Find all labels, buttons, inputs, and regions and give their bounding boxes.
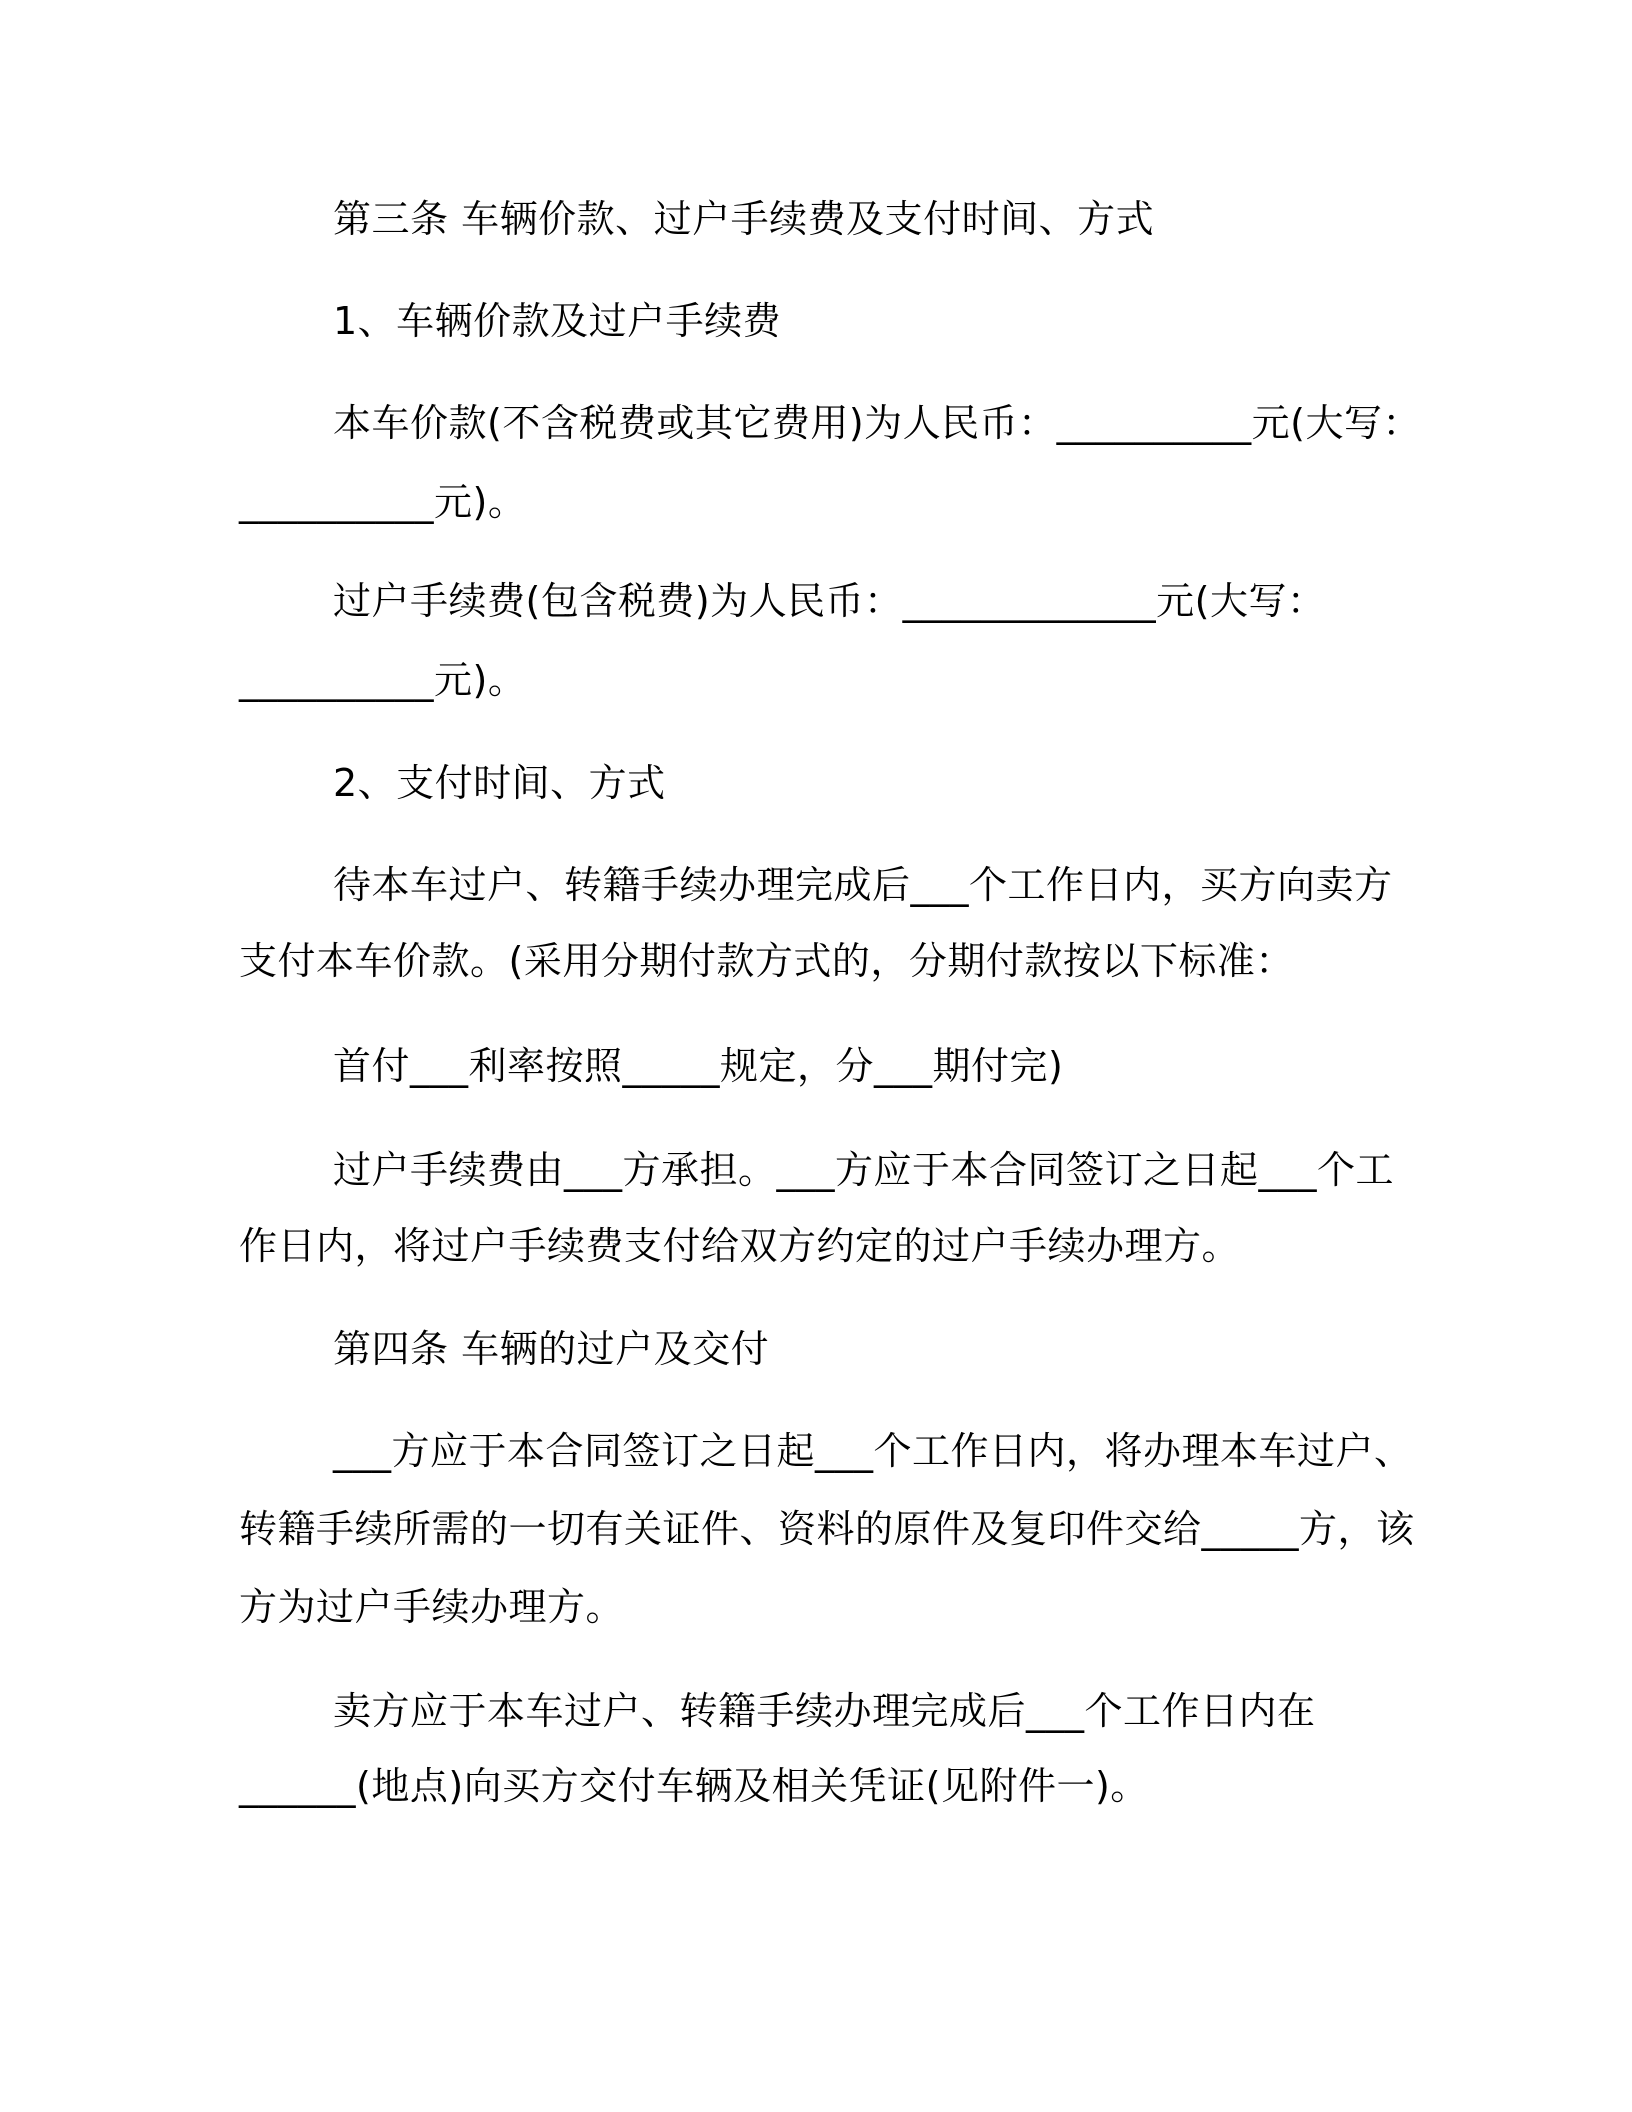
paragraph-line: 过户手续费由___方承担。___方应于本合同签订之日起___个工 [333, 1148, 1395, 1192]
paragraph-line: 支付本车价款。(采用分期付款方式的，分期付款按以下标准： [239, 939, 1294, 983]
paragraph-line: 卖方应于本车过户、转籍手续办理完成后___个工作日内在 [333, 1689, 1316, 1733]
paragraph-line: 待本车过户、转籍手续办理完成后___个工作日内，买方向卖方 [333, 863, 1393, 907]
paragraph-line: 首付___利率按照_____规定，分___期付完) [333, 1044, 1064, 1088]
paragraph-line: __________元)。 [239, 480, 527, 524]
paragraph-line: 本车价款(不含税费或其它费用)为人民币：__________元(大写： [333, 401, 1421, 445]
section-1-heading: 1、车辆价款及过户手续费 [333, 299, 782, 343]
article-4-heading: 第四条 车辆的过户及交付 [333, 1327, 770, 1371]
paragraph-line: ______(地点)向买方交付车辆及相关凭证(见附件一)。 [239, 1764, 1149, 1808]
paragraph-line: 方为过户手续办理方。 [239, 1585, 625, 1629]
section-2-heading: 2、支付时间、方式 [333, 761, 666, 805]
paragraph-line: 转籍手续所需的一切有关证件、资料的原件及复印件交给_____方，该 [239, 1507, 1415, 1551]
paragraph-line: __________元)。 [239, 658, 527, 702]
paragraph-line: 过户手续费(包含税费)为人民币：_____________元(大写： [333, 579, 1326, 623]
article-3-heading: 第三条 车辆价款、过户手续费及支付时间、方式 [333, 197, 1155, 241]
paragraph-line: 作日内，将过户手续费支付给双方约定的过户手续办理方。 [239, 1224, 1241, 1268]
paragraph-line: ___方应于本合同签订之日起___个工作日内，将办理本车过户、 [333, 1429, 1413, 1473]
